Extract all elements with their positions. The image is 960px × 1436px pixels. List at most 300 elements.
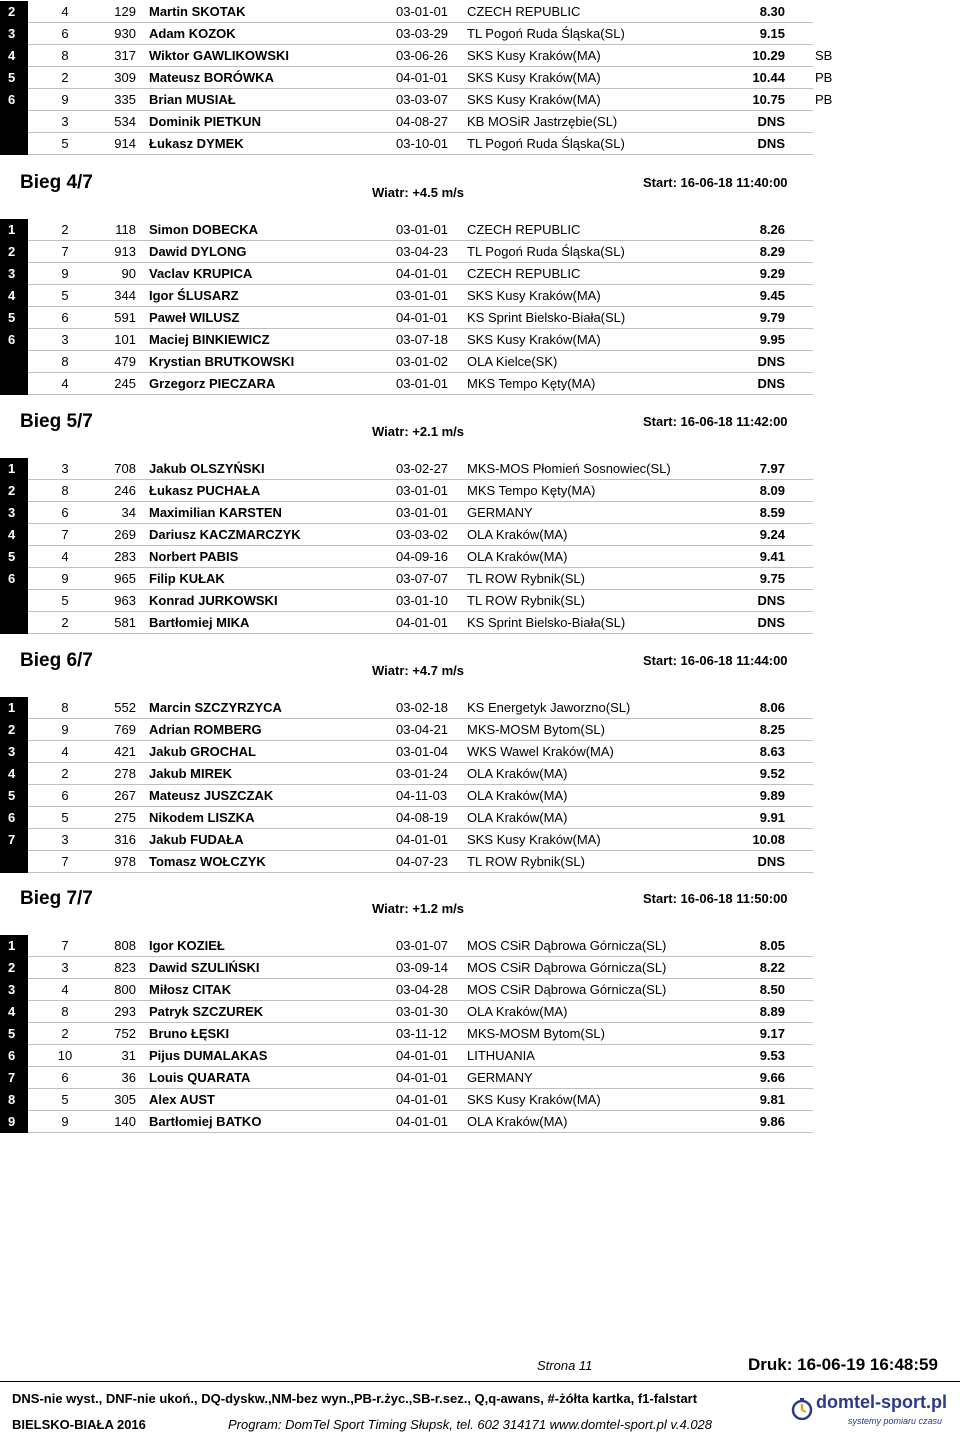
result-time: 8.06 <box>759 700 785 715</box>
bib-number: 305 <box>114 1092 136 1107</box>
place-cell: 3 <box>0 741 28 763</box>
result-row <box>0 763 960 785</box>
birth-date: 03-07-18 <box>396 332 449 347</box>
result-row <box>0 307 960 329</box>
result-row <box>0 219 960 241</box>
row-divider <box>28 394 813 395</box>
bib-number: 808 <box>114 938 136 953</box>
athlete-name: Pijus DUMALAKAS <box>149 1048 268 1063</box>
athlete-name: Filip KUŁAK <box>149 571 225 586</box>
stopwatch-icon <box>790 1398 814 1420</box>
result-row <box>0 524 960 546</box>
athlete-name: Igor KOZIEŁ <box>149 938 225 953</box>
birth-date: 03-02-27 <box>396 461 449 476</box>
row-divider <box>28 872 813 873</box>
result-time: 8.50 <box>759 982 785 997</box>
result-row <box>0 1001 960 1023</box>
birth-date: 04-01-01 <box>396 70 449 85</box>
place-cell: 5 <box>0 785 28 807</box>
birth-date: 03-01-01 <box>396 483 449 498</box>
birth-date: 04-01-01 <box>396 266 449 281</box>
result-time: 9.66 <box>759 1070 785 1085</box>
bib-number: 316 <box>114 832 136 847</box>
bib-number: 278 <box>114 766 136 781</box>
club-name: TL Pogoń Ruda Śląska(SL) <box>467 136 625 151</box>
athlete-name: Grzegorz PIECZARA <box>149 376 276 391</box>
place-cell: 3 <box>0 502 28 524</box>
athlete-name: Mateusz JUSZCZAK <box>149 788 274 803</box>
bib-number: 267 <box>114 788 136 803</box>
result-row <box>0 719 960 741</box>
birth-date: 03-11-12 <box>396 1026 448 1041</box>
club-name: GERMANY <box>467 1070 533 1085</box>
result-row <box>0 502 960 524</box>
place-cell: 4 <box>0 524 28 546</box>
bib-number: 769 <box>114 722 136 737</box>
result-time: 9.86 <box>759 1114 785 1129</box>
athlete-name: Nikodem LISZKA <box>149 810 255 825</box>
birth-date: 03-04-28 <box>396 982 449 997</box>
club-name: OLA Kraków(MA) <box>467 788 568 803</box>
result-row <box>0 111 960 133</box>
club-name: MKS-MOS Płomień Sosnowiec(SL) <box>467 461 671 476</box>
birth-date: 03-07-07 <box>396 571 449 586</box>
birth-date: 03-01-04 <box>396 744 449 759</box>
place-cell: 5 <box>0 546 28 568</box>
club-name: SKS Kusy Kraków(MA) <box>467 70 601 85</box>
birth-date: 03-10-01 <box>396 136 449 151</box>
row-divider <box>28 154 813 155</box>
birth-date: 04-01-01 <box>396 1092 449 1107</box>
athlete-name: Paweł WILUSZ <box>149 310 240 325</box>
club-name: MKS Tempo Kęty(MA) <box>467 376 596 391</box>
club-name: MOS CSiR Dąbrowa Górnicza(SL) <box>467 982 667 997</box>
wind-speed: Wiatr: +4.7 m/s <box>372 663 465 678</box>
footer-divider <box>0 1381 960 1382</box>
bib-number: 752 <box>114 1026 136 1041</box>
heat-title: Bieg 4/7 <box>20 172 93 193</box>
result-time: 8.22 <box>759 960 785 975</box>
lane-cell: 7 <box>61 527 69 542</box>
birth-date: 03-02-18 <box>396 700 449 715</box>
athlete-name: Krystian BRUTKOWSKI <box>149 354 295 369</box>
row-divider <box>28 1132 813 1133</box>
bib-number: 913 <box>114 244 136 259</box>
birth-date: 03-03-29 <box>396 26 449 41</box>
birth-date: 04-01-01 <box>396 615 449 630</box>
athlete-name: Bruno ŁĘSKI <box>149 1026 230 1041</box>
club-name: OLA Kraków(MA) <box>467 549 568 564</box>
bib-number: 34 <box>121 505 136 520</box>
club-name: SKS Kusy Kraków(MA) <box>467 832 601 847</box>
bib-number: 101 <box>114 332 136 347</box>
athlete-name: Mateusz BORÓWKA <box>149 70 274 85</box>
club-name: TL ROW Rybnik(SL) <box>467 854 585 869</box>
athlete-name: Adrian ROMBERG <box>149 722 262 737</box>
club-name: WKS Wawel Kraków(MA) <box>467 744 614 759</box>
result-time: 8.26 <box>759 222 785 237</box>
bib-number: 31 <box>121 1048 136 1063</box>
club-name: TL Pogoń Ruda Śląska(SL) <box>467 26 625 41</box>
place-cell: 6 <box>0 1045 28 1067</box>
result-time: DNS <box>757 854 785 869</box>
bib-number: 269 <box>114 527 136 542</box>
start-time: Start: 16-06-18 11:42:00 <box>643 414 788 429</box>
place-cell <box>0 590 28 612</box>
place-cell: 3 <box>0 263 28 285</box>
bib-number: 283 <box>114 549 136 564</box>
lane-cell: 4 <box>61 4 69 19</box>
result-time: 9.41 <box>759 549 785 564</box>
bib-number: 534 <box>114 114 136 129</box>
lane-cell: 3 <box>61 832 69 847</box>
place-cell: 1 <box>0 219 28 241</box>
result-row <box>0 480 960 502</box>
birth-date: 03-01-01 <box>396 222 449 237</box>
result-row <box>0 590 960 612</box>
result-row <box>0 351 960 373</box>
result-time: 10.44 <box>752 70 785 85</box>
result-time: DNS <box>757 615 785 630</box>
lane-cell: 5 <box>61 1092 69 1107</box>
heat-title: Bieg 7/7 <box>20 888 93 909</box>
club-name: SKS Kusy Kraków(MA) <box>467 48 601 63</box>
place-cell: 9 <box>0 1111 28 1133</box>
club-name: CZECH REPUBLIC <box>467 4 581 19</box>
bib-number: 293 <box>114 1004 136 1019</box>
result-time: 8.25 <box>759 722 785 737</box>
result-time: 9.91 <box>759 810 785 825</box>
lane-cell: 4 <box>61 982 69 997</box>
bib-number: 800 <box>114 982 136 997</box>
place-cell: 4 <box>0 285 28 307</box>
place-cell: 8 <box>0 1089 28 1111</box>
club-name: GERMANY <box>467 505 533 520</box>
result-row <box>0 263 960 285</box>
athlete-name: Martin SKOTAK <box>149 4 246 19</box>
wind-speed: Wiatr: +2.1 m/s <box>372 424 465 439</box>
row-divider <box>28 633 813 634</box>
bib-number: 129 <box>114 4 136 19</box>
start-time: Start: 16-06-18 11:44:00 <box>643 653 788 668</box>
result-time: 9.24 <box>759 527 785 542</box>
bib-number: 245 <box>114 376 136 391</box>
club-name: OLA Kraków(MA) <box>467 1004 568 1019</box>
lane-cell: 5 <box>61 593 69 608</box>
start-time: Start: 16-06-18 11:40:00 <box>643 175 788 190</box>
lane-cell: 9 <box>61 266 69 281</box>
bib-number: 479 <box>114 354 136 369</box>
athlete-name: Norbert PABIS <box>149 549 239 564</box>
result-time: 8.09 <box>759 483 785 498</box>
athlete-name: Tomasz WOŁCZYK <box>149 854 266 869</box>
heat-title: Bieg 6/7 <box>20 650 93 671</box>
result-time: 9.15 <box>759 26 785 41</box>
place-cell <box>0 111 28 133</box>
lane-cell: 6 <box>61 310 69 325</box>
lane-cell: 5 <box>61 810 69 825</box>
place-cell <box>0 133 28 155</box>
birth-date: 03-01-24 <box>396 766 449 781</box>
lane-cell: 8 <box>61 1004 69 1019</box>
result-time: DNS <box>757 593 785 608</box>
result-time: 9.75 <box>759 571 785 586</box>
place-cell <box>0 351 28 373</box>
place-cell: 6 <box>0 89 28 111</box>
bib-number: 36 <box>121 1070 136 1085</box>
lane-cell: 3 <box>61 332 69 347</box>
place-cell: 1 <box>0 697 28 719</box>
result-row <box>0 1089 960 1111</box>
place-cell: 6 <box>0 329 28 351</box>
bib-number: 823 <box>114 960 136 975</box>
birth-date: 03-03-02 <box>396 527 449 542</box>
lane-cell: 9 <box>61 92 69 107</box>
result-row <box>0 45 960 67</box>
place-cell <box>0 851 28 873</box>
result-time: 7.97 <box>759 461 785 476</box>
result-row <box>0 979 960 1001</box>
lane-cell: 2 <box>61 1026 69 1041</box>
bib-number: 246 <box>114 483 136 498</box>
lane-cell: 3 <box>61 461 69 476</box>
birth-date: 04-07-23 <box>396 854 449 869</box>
athlete-name: Bartłomiej MIKA <box>149 615 250 630</box>
club-name: SKS Kusy Kraków(MA) <box>467 332 601 347</box>
place-cell: 1 <box>0 458 28 480</box>
record-note: SB <box>815 48 833 63</box>
bib-number: 275 <box>114 810 136 825</box>
result-time: 9.29 <box>759 266 785 281</box>
lane-cell: 8 <box>61 483 69 498</box>
lane-cell: 8 <box>61 48 69 63</box>
birth-date: 03-01-30 <box>396 1004 449 1019</box>
timing-program-credit: Program: DomTel Sport Timing Słupsk, tel. 602 314171 www.domtel-sport.pl v.4.028 <box>228 1417 713 1432</box>
result-time: 9.95 <box>759 332 785 347</box>
bib-number: 963 <box>114 593 136 608</box>
athlete-name: Dawid SZULIŃSKI <box>149 960 260 975</box>
place-cell: 5 <box>0 67 28 89</box>
club-name: MKS-MOSM Bytom(SL) <box>467 722 605 737</box>
birth-date: 03-01-02 <box>396 354 449 369</box>
place-cell: 7 <box>0 1067 28 1089</box>
result-row <box>0 285 960 307</box>
result-row <box>0 1067 960 1089</box>
lane-cell: 8 <box>61 700 69 715</box>
result-row <box>0 785 960 807</box>
athlete-name: Jakub GROCHAL <box>149 744 256 759</box>
result-row <box>0 373 960 395</box>
club-name: MKS Tempo Kęty(MA) <box>467 483 596 498</box>
bib-number: 552 <box>114 700 136 715</box>
club-name: KB MOSiR Jastrzębie(SL) <box>467 114 618 129</box>
place-cell: 2 <box>0 480 28 502</box>
lane-cell: 6 <box>61 1070 69 1085</box>
athlete-name: Łukasz PUCHAŁA <box>149 483 261 498</box>
result-row <box>0 829 960 851</box>
birth-date: 04-01-01 <box>396 310 449 325</box>
result-row <box>0 1111 960 1133</box>
result-row <box>0 612 960 634</box>
place-cell: 3 <box>0 23 28 45</box>
result-row <box>0 568 960 590</box>
birth-date: 03-01-01 <box>396 376 449 391</box>
place-cell: 2 <box>0 241 28 263</box>
club-name: TL Pogoń Ruda Śląska(SL) <box>467 244 625 259</box>
result-row <box>0 458 960 480</box>
lane-cell: 9 <box>61 1114 69 1129</box>
result-time: DNS <box>757 114 785 129</box>
heat-title: Bieg 5/7 <box>20 411 93 432</box>
birth-date: 04-11-03 <box>396 788 448 803</box>
birth-date: 03-06-26 <box>396 48 449 63</box>
logo-subtitle: systemy pomiaru czasu <box>848 1416 943 1426</box>
athlete-name: Dariusz KACZMARCZYK <box>149 527 301 542</box>
club-name: SKS Kusy Kraków(MA) <box>467 1092 601 1107</box>
result-time: 10.75 <box>752 92 785 107</box>
result-time: 9.53 <box>759 1048 785 1063</box>
birth-date: 03-01-01 <box>396 288 449 303</box>
athlete-name: Wiktor GAWLIKOWSKI <box>149 48 289 63</box>
birth-date: 04-01-01 <box>396 1048 449 1063</box>
lane-cell: 4 <box>61 376 69 391</box>
wind-speed: Wiatr: +1.2 m/s <box>372 901 465 916</box>
bib-number: 90 <box>121 266 136 281</box>
result-row <box>0 957 960 979</box>
result-time: 10.08 <box>752 832 785 847</box>
bib-number: 708 <box>114 461 136 476</box>
result-row <box>0 546 960 568</box>
club-name: OLA Kraków(MA) <box>467 810 568 825</box>
bib-number: 421 <box>114 744 136 759</box>
place-cell: 4 <box>0 1001 28 1023</box>
lane-cell: 2 <box>61 222 69 237</box>
athlete-name: Jakub FUDAŁA <box>149 832 244 847</box>
bib-number: 118 <box>115 222 136 237</box>
print-timestamp: Druk: 16-06-19 16:48:59 <box>748 1355 938 1374</box>
athlete-name: Adam KOZOK <box>149 26 236 41</box>
athlete-name: Louis QUARATA <box>149 1070 251 1085</box>
athlete-name: Bartłomiej BATKO <box>149 1114 262 1129</box>
place-cell: 4 <box>0 45 28 67</box>
lane-cell: 7 <box>61 244 69 259</box>
result-time: DNS <box>757 376 785 391</box>
result-row <box>0 89 960 111</box>
page-number: Strona 11 <box>537 1358 593 1373</box>
club-name: SKS Kusy Kraków(MA) <box>467 288 601 303</box>
bib-number: 965 <box>114 571 136 586</box>
lane-cell: 3 <box>61 114 69 129</box>
bib-number: 335 <box>114 92 136 107</box>
birth-date: 03-01-10 <box>396 593 449 608</box>
athlete-name: Miłosz CITAK <box>149 982 232 997</box>
bib-number: 581 <box>114 615 136 630</box>
lane-cell: 4 <box>61 549 69 564</box>
result-row <box>0 851 960 873</box>
club-name: OLA Kraków(MA) <box>467 766 568 781</box>
lane-cell: 6 <box>61 505 69 520</box>
result-row <box>0 1045 960 1067</box>
place-cell: 6 <box>0 568 28 590</box>
lane-cell: 7 <box>61 938 69 953</box>
athlete-name: Brian MUSIAŁ <box>149 92 236 107</box>
club-name: KS Energetyk Jaworzno(SL) <box>467 700 631 715</box>
result-time: 8.59 <box>759 505 785 520</box>
club-name: LITHUANIA <box>467 1048 535 1063</box>
birth-date: 04-01-01 <box>396 1114 449 1129</box>
club-name: MOS CSiR Dąbrowa Górnicza(SL) <box>467 960 667 975</box>
bib-number: 140 <box>114 1114 136 1129</box>
birth-date: 03-04-23 <box>396 244 449 259</box>
athlete-name: Simon DOBECKA <box>149 222 259 237</box>
club-name: OLA Kraków(MA) <box>467 1114 568 1129</box>
athlete-name: Vaclav KRUPICA <box>149 266 253 281</box>
birth-date: 04-08-27 <box>396 114 449 129</box>
birth-date: 04-09-16 <box>396 549 449 564</box>
result-time: 9.17 <box>759 1026 785 1041</box>
birth-date: 03-09-14 <box>396 960 449 975</box>
athlete-name: Marcin SZCZYRZYCA <box>149 700 282 715</box>
athlete-name: Maximilian KARSTEN <box>149 505 282 520</box>
result-time: DNS <box>757 136 785 151</box>
result-time: 8.30 <box>759 4 785 19</box>
club-name: OLA Kielce(SK) <box>467 354 558 369</box>
lane-cell: 6 <box>61 26 69 41</box>
result-row <box>0 697 960 719</box>
result-time: 8.63 <box>759 744 785 759</box>
result-row <box>0 1 960 23</box>
place-cell: 2 <box>0 1 28 23</box>
logo-text: domtel-sport.pl <box>816 1392 947 1412</box>
club-name: CZECH REPUBLIC <box>467 222 581 237</box>
athlete-name: Dominik PIETKUN <box>149 114 261 129</box>
athlete-name: Jakub OLSZYŃSKI <box>149 461 265 476</box>
place-cell: 3 <box>0 979 28 1001</box>
club-name: OLA Kraków(MA) <box>467 527 568 542</box>
result-row <box>0 23 960 45</box>
bib-number: 344 <box>114 288 136 303</box>
club-name: TL ROW Rybnik(SL) <box>467 571 585 586</box>
result-row <box>0 133 960 155</box>
abbreviation-legend: DNS-nie wyst., DNF-nie ukoń., DQ-dyskw.,NM-bez wyn.,PB-r.życ.,SB-r.sez., Q,q-awans, #-żółta kartka, f1-falstart <box>12 1391 698 1406</box>
lane-cell: 3 <box>61 960 69 975</box>
club-name: MOS CSiR Dąbrowa Górnicza(SL) <box>467 938 667 953</box>
athlete-name: Łukasz DYMEK <box>149 136 244 151</box>
result-row <box>0 241 960 263</box>
bib-number: 914 <box>114 136 136 151</box>
birth-date: 04-08-19 <box>396 810 449 825</box>
lane-cell: 6 <box>61 788 69 803</box>
birth-date: 03-01-01 <box>396 4 449 19</box>
place-cell: 2 <box>0 719 28 741</box>
start-time: Start: 16-06-18 11:50:00 <box>643 891 788 906</box>
lane-cell: 8 <box>61 354 69 369</box>
place-cell <box>0 373 28 395</box>
result-time: 9.81 <box>759 1092 785 1107</box>
athlete-name: Igor ŚLUSARZ <box>149 288 239 303</box>
result-time: 8.89 <box>759 1004 785 1019</box>
wind-speed: Wiatr: +4.5 m/s <box>372 185 465 200</box>
birth-date: 03-04-21 <box>396 722 449 737</box>
result-time: 10.29 <box>752 48 785 63</box>
birth-date: 03-01-07 <box>396 938 449 953</box>
club-name: KS Sprint Bielsko-Biała(SL) <box>467 310 626 325</box>
lane-cell: 4 <box>61 744 69 759</box>
bib-number: 978 <box>114 854 136 869</box>
bib-number: 591 <box>114 310 136 325</box>
athlete-name: Dawid DYLONG <box>149 244 247 259</box>
domtel-logo <box>788 1390 956 1432</box>
